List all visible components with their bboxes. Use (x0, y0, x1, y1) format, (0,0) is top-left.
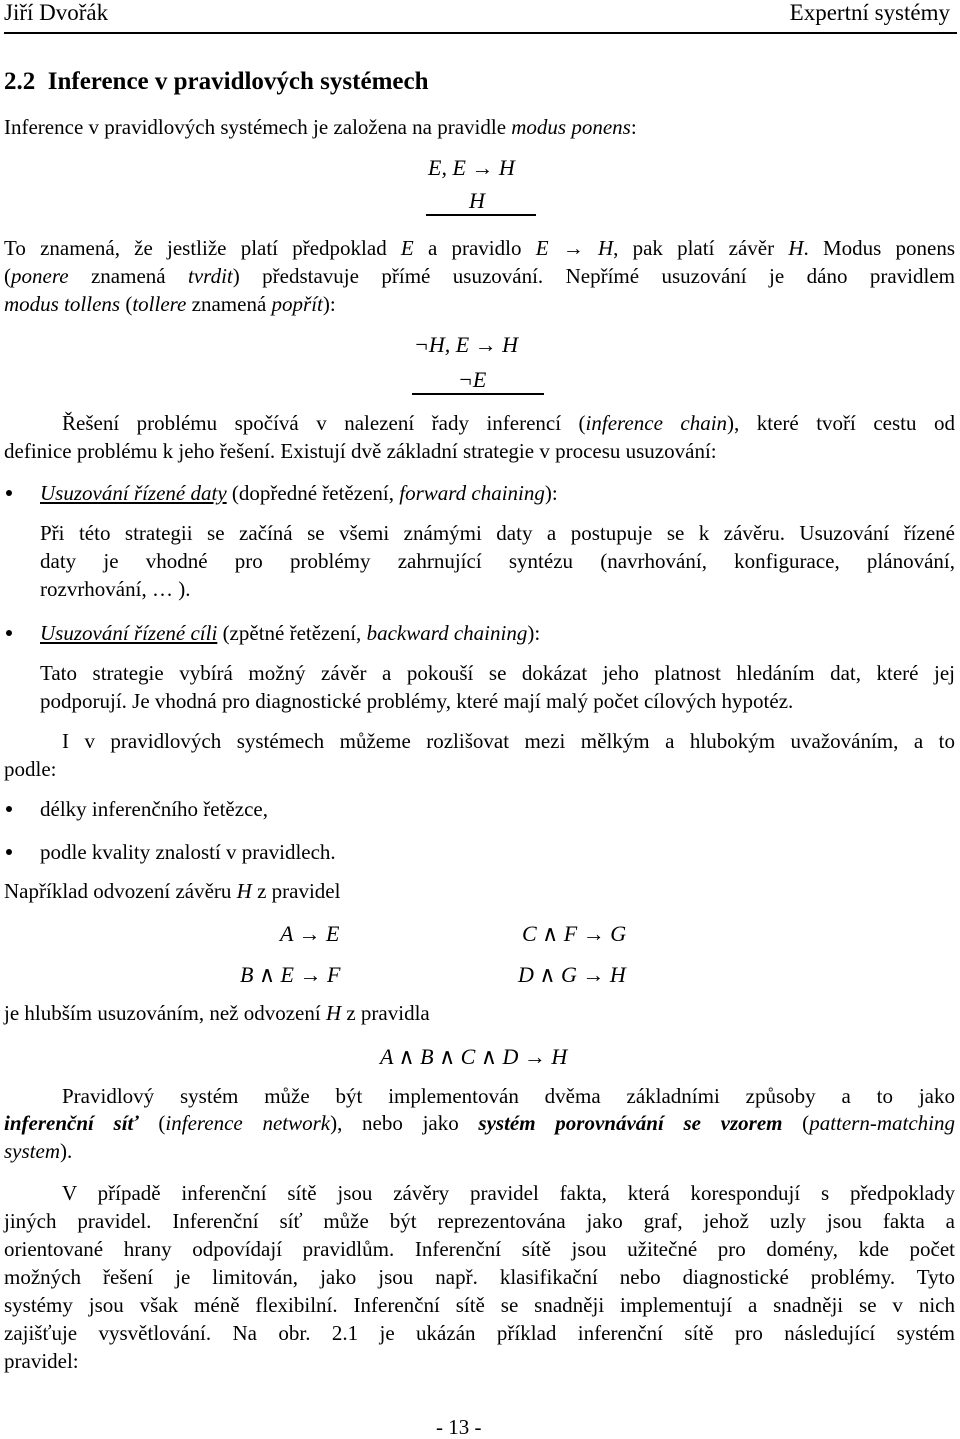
modus-ponens-conclusion: H (469, 188, 485, 213)
p7-line4: možných řešení je limitován, jako jsou např. klasifikační nebo diagnostické problémy. Tyto (4, 1265, 955, 1289)
bullet-goal-driven-title: Usuzování řízené cíli (zpětné řetězení, backward chaining): (40, 621, 541, 645)
formula-line (426, 214, 536, 216)
p1-line2: (ponere znamená tvrdit) představuje přímé usuzování. Nepřímé usuzování je dáno pravidlem (4, 264, 956, 288)
p1-line1: To znamená, že jestliže platí předpoklad E a pravidlo E → H, pak platí závěr H. Modus ponens (4, 236, 955, 260)
p3-line1: I v pravidlových systémech můžeme rozlišovat mezi mělkým a hlubokým uvažováním, a to (62, 729, 955, 753)
rule-3: B ∧ E → F (240, 962, 341, 987)
p7-line5: systémy jsou však méně flexibilní. Inferenční sítě se snadněji implementují a snadněji se v nich (4, 1293, 955, 1317)
bullet-marker (6, 630, 12, 636)
formula-line (412, 393, 544, 395)
intro-text: Inference v pravidlových systémech je založena na pravidle (4, 115, 512, 139)
section-heading (4, 68, 429, 96)
p6-line2: inferenční síť (inference network), nebo jako systém porovnávání se vzorem (pattern-matching (4, 1111, 955, 1135)
p7-line6: zajišťuje vysvětlování. Na obr. 2.1 je ukázán příklad inferenční sítě pro následující systém (4, 1321, 955, 1345)
inline-rule: E → H (535, 236, 614, 260)
rule-single: A ∧ B ∧ C ∧ D → H (380, 1044, 568, 1069)
header-title: Expertní systémy (789, 0, 950, 25)
p7-line2: jiných pravidel. Inferenční síť může být reprezentována jako graf, jehož uzly jsou fakta a (4, 1209, 955, 1233)
term-inference-network: inferenční síť (4, 1111, 139, 1135)
modus-ponens-premise: E, E → H (428, 155, 515, 180)
rule-1: A → E (280, 921, 340, 946)
term-goal-driven: Usuzování řízené cíli (40, 621, 218, 645)
term-pattern-matching: systém porovnávání se vzorem (478, 1111, 783, 1135)
p5: je hlubším usuzováním, než odvození H z pravidla (4, 1001, 430, 1025)
p7-line7: pravidel: (4, 1349, 79, 1373)
p7-line1: V případě inferenční sítě jsou závěry pravidel fakta, která korespondují s předpoklady (62, 1181, 955, 1205)
p2-line2: definice problému k jeho řešení. Existují dvě základní strategie v procesu usuzování: (4, 439, 717, 463)
p2-line1: Řešení problému spočívá v nalezení řady inferencí (inference chain), které tvoří cestu od (62, 411, 955, 435)
rule-4: D ∧ G → H (518, 962, 626, 987)
intro-paragraph: Inference v pravidlových systémech je založena na pravidle modus ponens: (4, 115, 637, 139)
term-modus-ponens: modus ponens (511, 115, 631, 139)
term-data-driven: Usuzování řízené daty (40, 481, 227, 505)
p4: Například odvození závěru H z pravidel (4, 879, 341, 903)
bullet-goal-driven-line2: podporují. Je vhodná pro diagnostické problémy, které mají malý počet cílových hypotéz. (40, 689, 794, 713)
modus-tollens-conclusion: ¬E (458, 367, 487, 392)
bullet-data-driven-line1: Při této strategii se začíná se všemi známými daty a postupuje se k závěru. Usuzování řízené (40, 521, 955, 545)
bullet-marker (6, 849, 12, 855)
modus-tollens-premise: ¬H, E → H (414, 332, 519, 357)
p1-line3: modus tollens (tollere znamená popřít): (4, 292, 336, 316)
bullet-data-driven-line2: daty je vhodné pro problémy zahrnující syntézu (navrhování, konfigurace, plánování, (40, 549, 955, 573)
page-number: - 13 - (436, 1415, 482, 1439)
rule-2: C ∧ F → G (522, 921, 627, 946)
p6-line3: system). (4, 1139, 73, 1163)
p6-line1: Pravidlový systém může být implementován dvěma základními způsoby a to jako (62, 1084, 955, 1108)
bullet-goal-driven-line1: Tato strategie vybírá možný závěr a pokouší se dokázat jeho platnost hledáním dat, které jej (40, 661, 955, 685)
bullet-data-driven-line3: rozvrhování, … ). (40, 577, 191, 601)
p3-line2: podle: (4, 757, 57, 781)
section-title: Inference v pravidlových systémech (47, 68, 429, 95)
section-number: 2.2 (4, 68, 36, 95)
bullet-chain-length: délky inferenčního řetězce, (40, 797, 268, 821)
bullet-knowledge-quality: podle kvality znalostí v pravidlech. (40, 840, 336, 864)
bullet-marker (6, 806, 12, 812)
header-author: Jiří Dvořák (4, 0, 109, 25)
header-rule (4, 32, 957, 34)
bullet-marker (6, 490, 12, 496)
bullet-data-driven-title: Usuzování řízené daty (dopředné řetězení, forward chaining): (40, 481, 558, 505)
p7-line3: orientované hrany odpovídají pravidlům. Inferenční sítě jsou užitečné pro domény, kde počet (4, 1237, 955, 1261)
